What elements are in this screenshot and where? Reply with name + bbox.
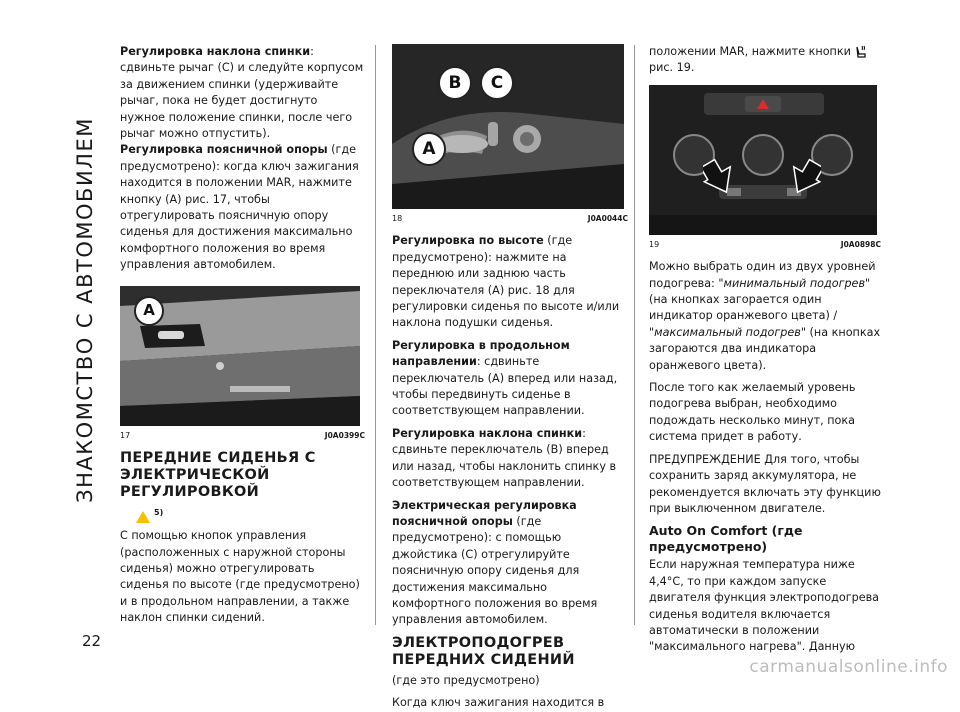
seat-heating-note: (где это предусмотрено) [392, 673, 540, 687]
arrow-right-icon [787, 155, 821, 195]
column-1 [120, 44, 365, 627]
paragraph-press-buttons: положении MAR, нажмите кнопки рис. 19. [649, 44, 881, 77]
seat-heater-icon [854, 45, 868, 59]
figure-19-caption: 19 J0A0898C [649, 239, 881, 249]
paragraph-auto-on-comfort: Если наружная температура ниже 4,4°C, то при каждом запуске двигателя функция электроподогрева сиденья водителя включается автоматически в положении "максимального нагрева". Данную [649, 558, 880, 654]
heading-seat-heating: ЭЛЕКТРОПОДОГРЕВ ПЕРЕДНИХ СИДЕНИЙ [392, 634, 575, 668]
warning-triangle-icon [136, 511, 150, 523]
watermark: carmanualsonline.info [749, 657, 948, 677]
paragraph-electric-seats: С помощью кнопок управления (расположенных с наружной стороны сиденья) можно отрегулировать сиденья по высоте (где предусмотрено) и в продольном направлении, а также наклон спинки сидений. [120, 529, 360, 625]
label-a: A [412, 132, 446, 166]
paragraph-lumbar: Регулировка поясничной опоры (где предусмотрено): когда ключ зажигания находится в положении MAR, нажмите кнопку (А) рис. 17, чтобы отрегулировать поясничную опору сиденья для достижения максимально комфортного положения во время управления автомобилем. [120, 143, 359, 272]
paragraph-seat-heating: Когда ключ зажигания находится в [392, 696, 605, 710]
column-2 [392, 44, 628, 712]
label-b: B [438, 66, 472, 100]
label-a: A [134, 296, 164, 326]
paragraph-height: Регулировка по высоте (где предусмотрено): нажмите на переднюю или заднюю часть переключателя (А) рис. 18 для регулировки сиденья по высоте и/или наклона подушки сиденья. [392, 234, 620, 330]
figure-19-heating-buttons [649, 85, 877, 235]
arrow-left-icon [703, 155, 737, 195]
heading-electric-seats: ПЕРЕДНИЕ СИДЕНЬЯ С ЭЛЕКТРИЧЕСКОЙ РЕГУЛИРОВКОЙ [120, 450, 316, 501]
figure-18-caption: 18 J0A0044C [392, 214, 628, 223]
paragraph-backrest: Регулировка наклона спинки: сдвиньте переключатель (В) вперед или назад, чтобы наклонить спинку в соответствующем направлении. [392, 426, 617, 490]
page-number: 22 [82, 632, 102, 650]
heading-auto-on-comfort: Auto On Comfort (где предусмотрено) [649, 523, 803, 555]
warning-reference: 5) [136, 505, 365, 525]
console-photo [649, 85, 877, 235]
paragraph-warning: ПРЕДУПРЕЖДЕНИЕ Для того, чтобы сохранить заряд аккумулятора, не рекомендуется включать эту функцию при выключенном двигателе. [649, 452, 881, 515]
chapter-side-title: ЗНАКОМСТВО С АВТОМОБИЛЕМ [73, 117, 97, 503]
column-3 [649, 44, 881, 656]
figure-17-caption: 17 J0A0399C [120, 430, 365, 440]
paragraph-heating-levels: Можно выбрать один из двух уровней подогрева: "минимальный подогрев" (на кнопках загорается один индикатор оранжевого цвета) / "максимальный подогрев" (на кнопках загораются два индикатора оранжевого цвета). [649, 260, 881, 372]
column-divider [634, 45, 635, 625]
paragraph-longitudinal: Регулировка в продольном направлении: сдвиньте переключатель (А) вперед или назад, чтобы передвинуть сиденье в соответствующем направлении. [392, 338, 618, 418]
figure-18-seat-controls [392, 44, 624, 209]
paragraph-electric-lumbar: Электрическая регулировка поясничной опоры (где предусмотрено): с помощью джойстика (С) отрегулируйте поясничную опору сиденья для достижения максимально комфортного положения во время управления автомобилем. [392, 498, 598, 627]
seat-controls-photo [392, 44, 624, 209]
figure-17-seat-lumbar [120, 286, 360, 426]
column-divider [375, 45, 376, 625]
paragraph-wait: После того как желаемый уровень подогрева выбран, необходимо подождать несколько минут, пока система придет в работу. [649, 381, 856, 444]
paragraph-backrest-tilt: Регулировка наклона спинки: сдвиньте рычаг (С) и следуйте корпусом за движением спинки (удерживайте рычаг, пока не будет достигнуто нужное положение спинки, после чего рычаг можно отпустить). [120, 45, 364, 141]
label-c: C [480, 66, 514, 100]
